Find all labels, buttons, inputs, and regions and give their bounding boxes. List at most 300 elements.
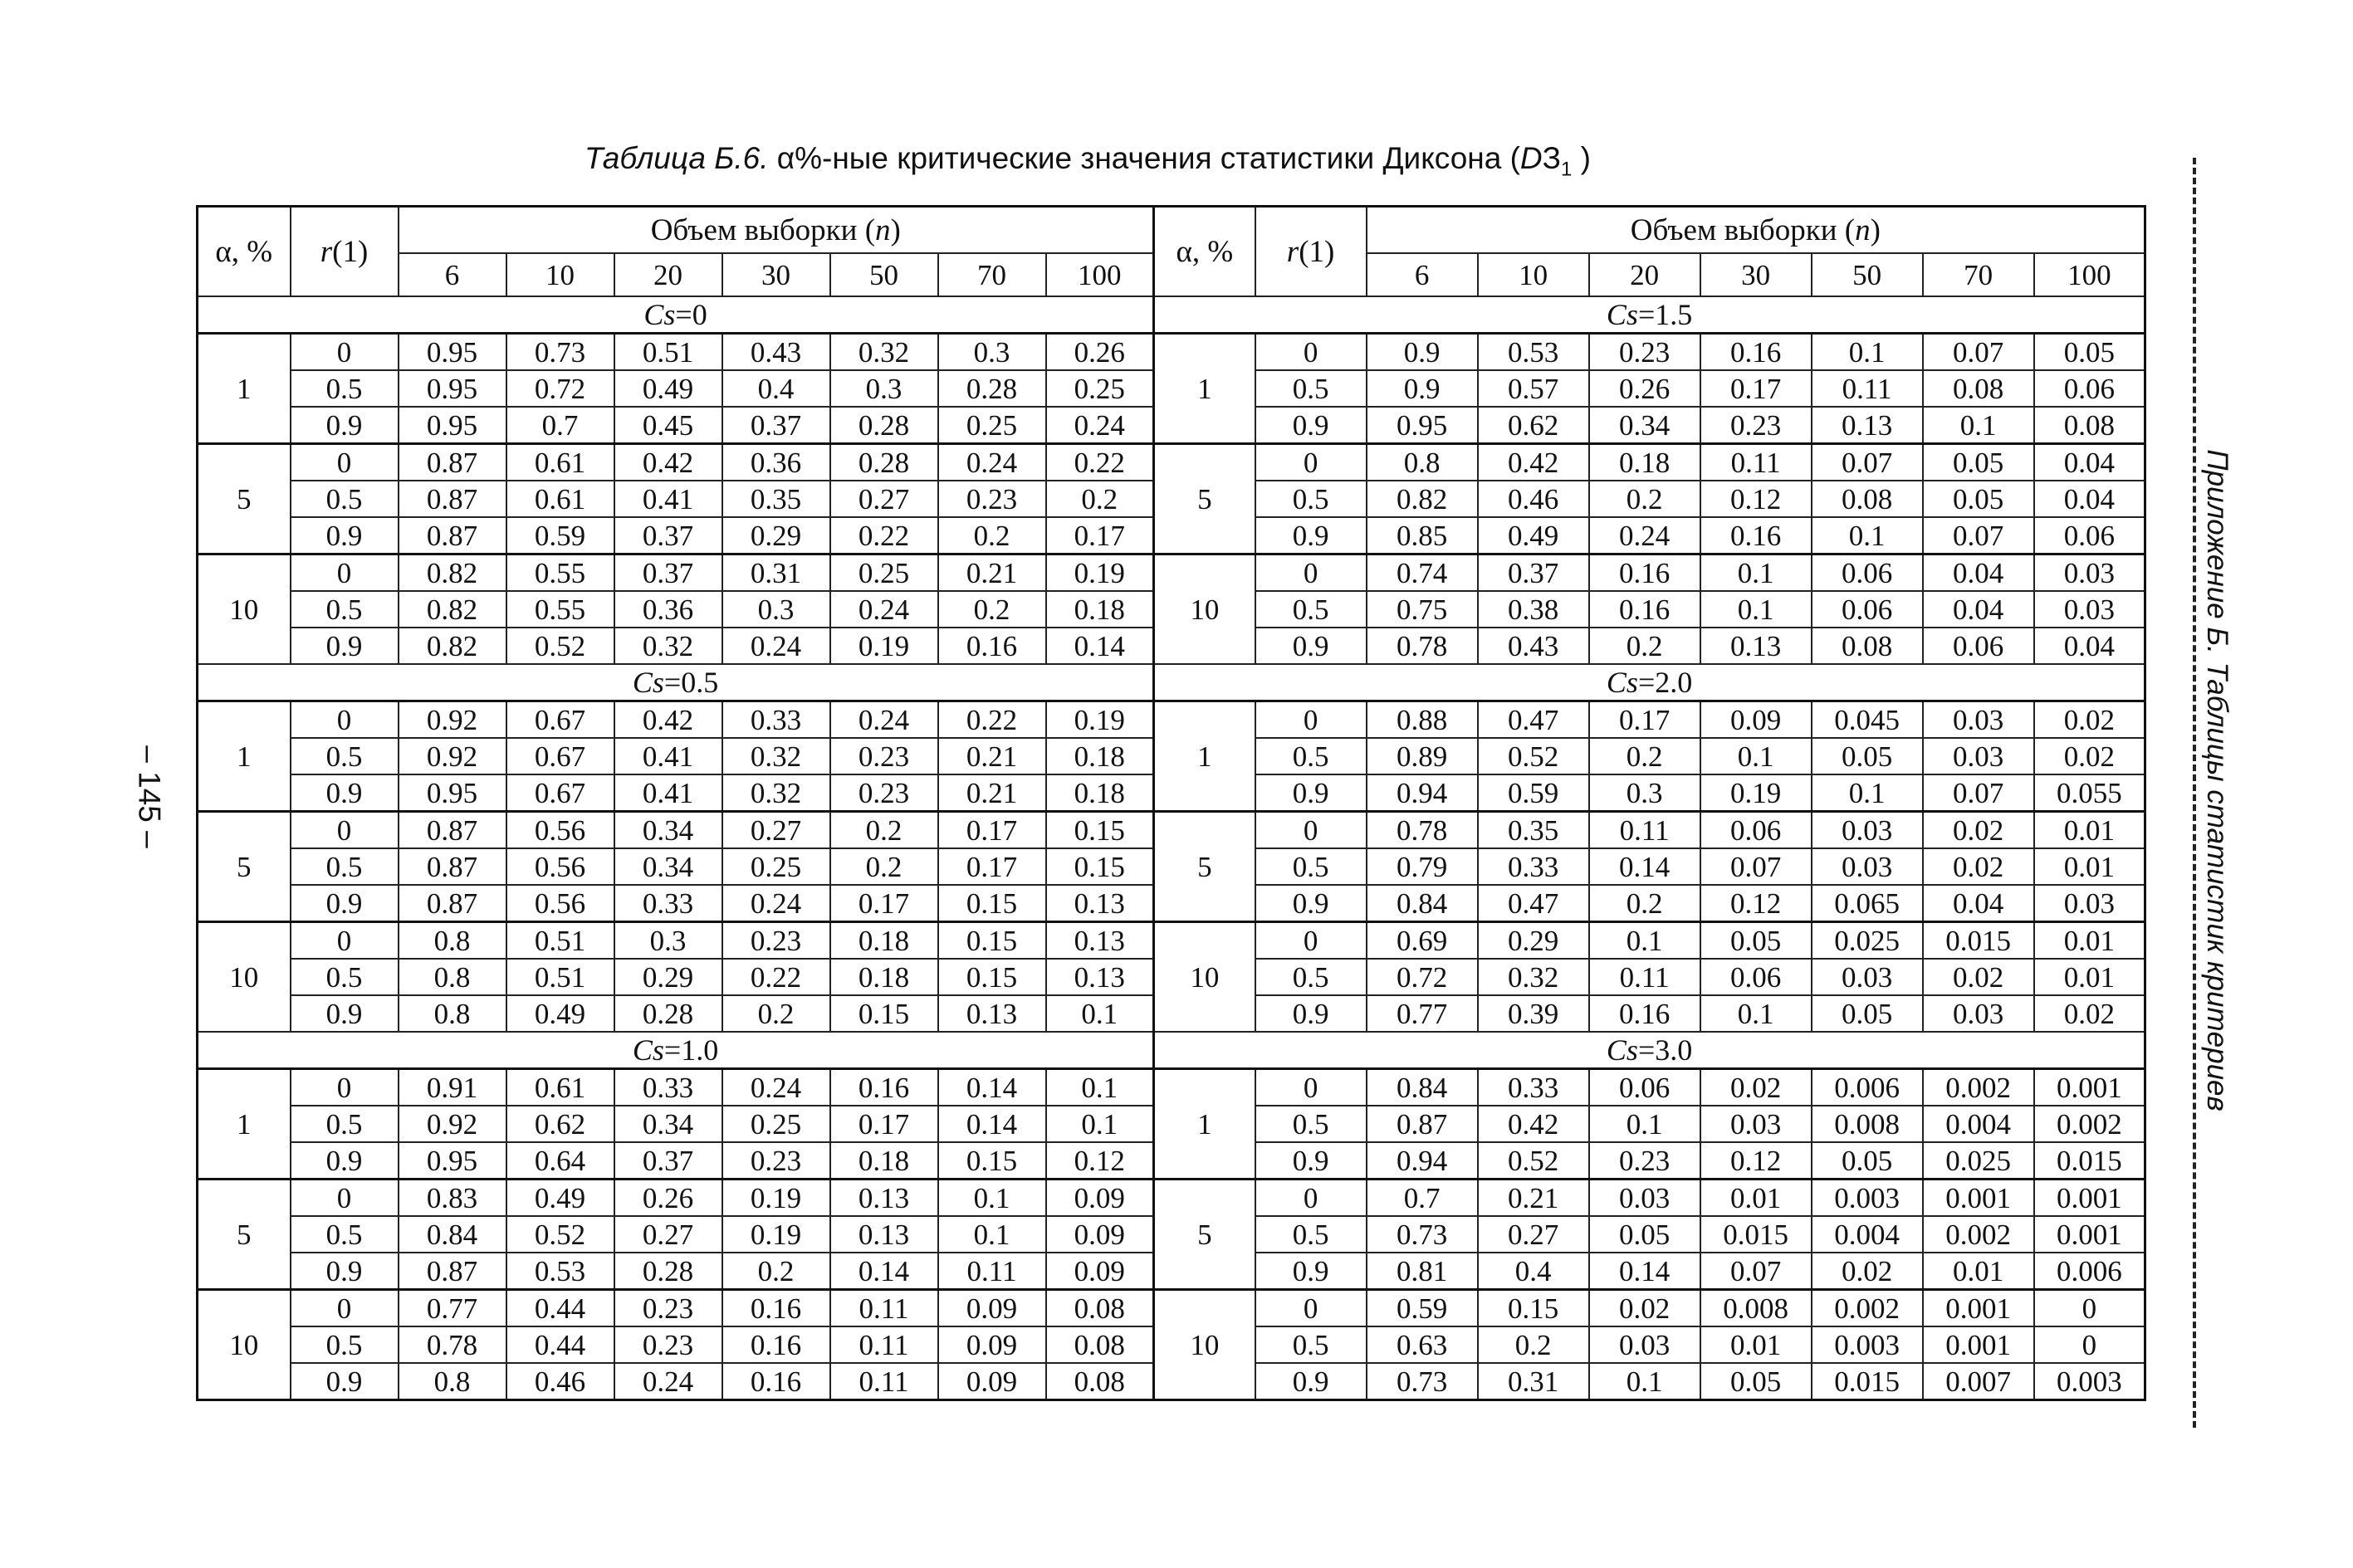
left-critical-value: 0.36: [722, 444, 830, 481]
right-critical-value: 0.02: [2034, 995, 2145, 1032]
left-critical-value: 0.27: [830, 481, 938, 517]
left-critical-value: 0.18: [830, 959, 938, 995]
left-r-value: 0.9: [291, 1363, 399, 1400]
left-r-value: 0.9: [291, 628, 399, 664]
left-r-value: 0.5: [291, 959, 399, 995]
left-critical-value: 0.3: [830, 370, 938, 407]
right-critical-value: 0.003: [2034, 1363, 2145, 1400]
right-critical-value: 0.07: [1700, 848, 1812, 885]
left-critical-value: 0.1: [938, 1216, 1046, 1253]
left-critical-value: 0.95: [399, 370, 506, 407]
right-critical-value: 0.1: [1700, 738, 1812, 774]
left-critical-value: 0.33: [722, 701, 830, 739]
right-r-value: 0: [1255, 701, 1367, 739]
right-critical-value: 0.05: [1923, 481, 2034, 517]
right-critical-value: 0.004: [1923, 1106, 2034, 1142]
right-critical-value: 0.15: [1478, 1290, 1589, 1327]
left-critical-value: 0.37: [614, 554, 722, 592]
left-alpha-value: 10: [198, 554, 291, 665]
right-critical-value: 0.14: [1589, 848, 1700, 885]
left-critical-value: 0.18: [830, 1142, 938, 1180]
left-critical-value: 0.19: [722, 1216, 830, 1253]
right-critical-value: 0.72: [1367, 959, 1478, 995]
right-critical-value: 0.05: [1923, 444, 2034, 481]
right-critical-value: 0.002: [2034, 1106, 2145, 1142]
right-critical-value: 0.11: [1589, 959, 1700, 995]
left-critical-value: 0.23: [722, 922, 830, 960]
right-critical-value: 0.01: [1700, 1326, 1812, 1363]
left-critical-value: 0.67: [506, 738, 614, 774]
right-critical-value: 0.1: [1589, 1363, 1700, 1400]
left-critical-value: 0.33: [614, 885, 722, 922]
table-row: [198, 812, 2145, 849]
left-critical-value: 0.24: [830, 591, 938, 628]
right-n-header-20: 20: [1589, 253, 1700, 296]
right-critical-value: 0: [2034, 1290, 2145, 1327]
right-critical-value: 0.03: [1812, 812, 1923, 849]
left-critical-value: 0.11: [830, 1326, 938, 1363]
left-critical-value: 0.15: [1046, 812, 1154, 849]
right-critical-value: 0.32: [1478, 959, 1589, 995]
left-critical-value: 0.8: [399, 959, 506, 995]
left-alpha-header: α, %: [198, 207, 291, 297]
right-critical-value: 0.34: [1589, 407, 1700, 444]
right-alpha-value: 10: [1154, 922, 1255, 1033]
left-critical-value: 0.24: [722, 628, 830, 664]
right-critical-value: 0.42: [1478, 444, 1589, 481]
left-critical-value: 0.2: [1046, 481, 1154, 517]
left-critical-value: 0.08: [1046, 1326, 1154, 1363]
left-critical-value: 0.61: [506, 1069, 614, 1106]
left-critical-value: 0.28: [614, 995, 722, 1032]
right-r-value: 0: [1255, 334, 1367, 371]
left-critical-value: 0.13: [1046, 959, 1154, 995]
left-critical-value: 0.83: [399, 1180, 506, 1217]
right-critical-value: 0.73: [1367, 1216, 1478, 1253]
right-critical-value: 0.1: [1700, 995, 1812, 1032]
left-critical-value: 0.32: [722, 774, 830, 812]
left-critical-value: 0.56: [506, 885, 614, 922]
right-critical-value: 0.03: [1589, 1326, 1700, 1363]
right-critical-value: 0.03: [1589, 1180, 1700, 1217]
left-critical-value: 0.25: [1046, 370, 1154, 407]
right-critical-value: 0.33: [1478, 848, 1589, 885]
left-critical-value: 0.28: [830, 407, 938, 444]
right-alpha-value: 1: [1154, 701, 1255, 812]
page-number: [116, 747, 183, 847]
right-critical-value: 0.17: [1700, 370, 1812, 407]
right-critical-value: 0.9: [1367, 370, 1478, 407]
right-critical-value: 0.015: [1812, 1363, 1923, 1400]
left-critical-value: 0.73: [506, 334, 614, 371]
right-critical-value: 0.11: [1589, 812, 1700, 849]
right-critical-value: 0.12: [1700, 481, 1812, 517]
left-critical-value: 0.09: [938, 1326, 1046, 1363]
left-critical-value: 0.19: [1046, 701, 1154, 739]
left-critical-value: 0.17: [830, 1106, 938, 1142]
left-r-value: 0: [291, 554, 399, 592]
right-critical-value: 0.03: [1923, 701, 2034, 739]
right-critical-value: 0.007: [1923, 1363, 2034, 1400]
left-critical-value: 0.22: [1046, 444, 1154, 481]
left-critical-value: 0.34: [614, 1106, 722, 1142]
right-r-value: 0.5: [1255, 1216, 1367, 1253]
right-critical-value: 0.75: [1367, 591, 1478, 628]
right-critical-value: 0.02: [1812, 1253, 1923, 1290]
left-critical-value: 0.92: [399, 701, 506, 739]
right-critical-value: 0.04: [1923, 554, 2034, 592]
table-caption: [0, 141, 2175, 181]
left-critical-value: 0.08: [1046, 1290, 1154, 1327]
left-critical-value: 0.15: [938, 922, 1046, 960]
left-critical-value: 0.13: [830, 1216, 938, 1253]
right-critical-value: 0.9: [1367, 334, 1478, 371]
table-row: [198, 1290, 2145, 1327]
right-critical-value: 0.11: [1812, 370, 1923, 407]
section-title-row: [198, 1032, 2145, 1069]
right-critical-value: 0.84: [1367, 885, 1478, 922]
left-critical-value: 0.21: [938, 738, 1046, 774]
right-critical-value: 0.05: [1812, 1142, 1923, 1180]
right-critical-value: 0.16: [1589, 995, 1700, 1032]
left-critical-value: 0.09: [938, 1290, 1046, 1327]
right-alpha-value: 5: [1154, 812, 1255, 922]
right-r-value: 0: [1255, 1290, 1367, 1327]
right-r-value: 0.9: [1255, 407, 1367, 444]
left-critical-value: 0.09: [1046, 1180, 1154, 1217]
left-critical-value: 0.28: [938, 370, 1046, 407]
right-critical-value: 0: [2034, 1326, 2145, 1363]
running-head: [2184, 449, 2250, 1111]
left-critical-value: 0.32: [830, 334, 938, 371]
left-sample-size-header: Объем выборки (n): [399, 207, 1154, 254]
right-critical-value: 0.09: [1700, 701, 1812, 739]
left-n-header-50: 50: [830, 253, 938, 296]
right-critical-value: 0.1: [1812, 517, 1923, 554]
right-critical-value: 0.06: [1589, 1069, 1700, 1106]
right-critical-value: 0.05: [1700, 922, 1812, 960]
right-critical-value: 0.025: [1812, 922, 1923, 960]
right-critical-value: 0.02: [2034, 701, 2145, 739]
right-critical-value: 0.055: [2034, 774, 2145, 812]
right-critical-value: 0.77: [1367, 995, 1478, 1032]
left-critical-value: 0.45: [614, 407, 722, 444]
right-n-header-50: 50: [1812, 253, 1923, 296]
right-critical-value: 0.07: [1923, 334, 2034, 371]
right-critical-value: 0.46: [1478, 481, 1589, 517]
right-critical-value: 0.03: [1923, 995, 2034, 1032]
right-critical-value: 0.03: [1812, 959, 1923, 995]
right-critical-value: 0.74: [1367, 554, 1478, 592]
left-critical-value: 0.8: [399, 922, 506, 960]
right-critical-value: 0.94: [1367, 1142, 1478, 1180]
right-critical-value: 0.8: [1367, 444, 1478, 481]
right-critical-value: 0.82: [1367, 481, 1478, 517]
left-critical-value: 0.14: [830, 1253, 938, 1290]
left-alpha-value: 1: [198, 334, 291, 444]
right-r-value: 0.9: [1255, 628, 1367, 664]
left-critical-value: 0.18: [1046, 774, 1154, 812]
left-critical-value: 0.22: [830, 517, 938, 554]
section-title-left: Cs=0: [198, 296, 1154, 334]
right-critical-value: 0.07: [1812, 444, 1923, 481]
right-critical-value: 0.01: [2034, 959, 2145, 995]
right-critical-value: 0.06: [1812, 591, 1923, 628]
right-n-header-70: 70: [1923, 253, 2034, 296]
section-title-right: Cs=2.0: [1154, 664, 2145, 701]
left-critical-value: 0.42: [614, 444, 722, 481]
right-critical-value: 0.1: [1812, 774, 1923, 812]
right-critical-value: 0.1: [1700, 554, 1812, 592]
left-critical-value: 0.61: [506, 444, 614, 481]
left-critical-value: 0.12: [1046, 1142, 1154, 1180]
dixon-critical-values-table: [196, 205, 2146, 1401]
left-critical-value: 0.21: [938, 554, 1046, 592]
left-r-value: 0.5: [291, 1106, 399, 1142]
left-critical-value: 0.09: [1046, 1216, 1154, 1253]
left-critical-value: 0.51: [506, 959, 614, 995]
right-sample-size-header: Объем выборки (n): [1367, 207, 2145, 254]
right-critical-value: 0.06: [1923, 628, 2034, 664]
left-alpha-value: 5: [198, 444, 291, 554]
left-critical-value: 0.14: [1046, 628, 1154, 664]
right-r-value: 0.5: [1255, 481, 1367, 517]
left-critical-value: 0.4: [722, 370, 830, 407]
left-critical-value: 0.55: [506, 591, 614, 628]
right-critical-value: 0.02: [2034, 738, 2145, 774]
right-critical-value: 0.05: [1812, 995, 1923, 1032]
left-n-header-100: 100: [1046, 253, 1154, 296]
right-critical-value: 0.001: [2034, 1216, 2145, 1253]
left-r-value: 0.9: [291, 1142, 399, 1180]
right-critical-value: 0.16: [1589, 554, 1700, 592]
left-critical-value: 0.82: [399, 554, 506, 592]
caption-stat-var: D: [1519, 141, 1543, 175]
right-critical-value: 0.03: [2034, 591, 2145, 628]
right-critical-value: 0.008: [1812, 1106, 1923, 1142]
right-critical-value: 0.04: [2034, 481, 2145, 517]
left-critical-value: 0.25: [938, 407, 1046, 444]
left-alpha-value: 10: [198, 1290, 291, 1400]
left-r-value: 0: [291, 1180, 399, 1217]
left-critical-value: 0.17: [938, 848, 1046, 885]
right-critical-value: 0.04: [2034, 628, 2145, 664]
right-critical-value: 0.19: [1700, 774, 1812, 812]
right-critical-value: 0.47: [1478, 701, 1589, 739]
section-title-row: [198, 664, 2145, 701]
left-critical-value: 0.22: [938, 701, 1046, 739]
right-critical-value: 0.01: [2034, 848, 2145, 885]
left-critical-value: 0.19: [830, 628, 938, 664]
left-alpha-value: 5: [198, 812, 291, 922]
left-critical-value: 0.24: [938, 444, 1046, 481]
right-critical-value: 0.23: [1700, 407, 1812, 444]
left-critical-value: 0.26: [614, 1180, 722, 1217]
right-critical-value: 0.62: [1478, 407, 1589, 444]
right-r-value: 0: [1255, 1069, 1367, 1106]
right-critical-value: 0.001: [2034, 1180, 2145, 1217]
right-n-header-100: 100: [2034, 253, 2145, 296]
right-r-value: 0.9: [1255, 1253, 1367, 1290]
table-row: [198, 444, 2145, 481]
right-critical-value: 0.1: [1700, 591, 1812, 628]
right-critical-value: 0.78: [1367, 812, 1478, 849]
left-critical-value: 0.23: [722, 1142, 830, 1180]
right-critical-value: 0.59: [1478, 774, 1589, 812]
left-critical-value: 0.34: [614, 812, 722, 849]
left-critical-value: 0.25: [722, 848, 830, 885]
left-r-value: 0.5: [291, 481, 399, 517]
left-critical-value: 0.17: [830, 885, 938, 922]
left-critical-value: 0.56: [506, 812, 614, 849]
right-alpha-value: 10: [1154, 1290, 1255, 1400]
right-critical-value: 0.02: [1700, 1069, 1812, 1106]
left-critical-value: 0.15: [938, 959, 1046, 995]
left-critical-value: 0.27: [722, 812, 830, 849]
right-critical-value: 0.006: [1812, 1069, 1923, 1106]
left-critical-value: 0.16: [722, 1290, 830, 1327]
right-critical-value: 0.006: [2034, 1253, 2145, 1290]
left-critical-value: 0.2: [938, 591, 1046, 628]
right-critical-value: 0.1: [1589, 1106, 1700, 1142]
right-critical-value: 0.001: [2034, 1069, 2145, 1106]
left-critical-value: 0.51: [506, 922, 614, 960]
left-critical-value: 0.33: [614, 1069, 722, 1106]
left-critical-value: 0.91: [399, 1069, 506, 1106]
caption-stat-base: З: [1542, 141, 1561, 175]
caption-prefix: Таблица Б.6.: [585, 141, 769, 175]
right-r-value: 0.9: [1255, 885, 1367, 922]
right-critical-value: 0.05: [1589, 1216, 1700, 1253]
right-critical-value: 0.01: [1700, 1180, 1812, 1217]
left-n-header-10: 10: [506, 253, 614, 296]
left-critical-value: 0.95: [399, 334, 506, 371]
left-critical-value: 0.87: [399, 812, 506, 849]
left-critical-value: 0.1: [938, 1180, 1046, 1217]
right-critical-value: 0.21: [1478, 1180, 1589, 1217]
left-critical-value: 0.13: [1046, 922, 1154, 960]
right-alpha-value: 5: [1154, 444, 1255, 554]
right-critical-value: 0.008: [1700, 1290, 1812, 1327]
right-critical-value: 0.2: [1589, 628, 1700, 664]
right-critical-value: 0.4: [1478, 1253, 1589, 1290]
right-critical-value: 0.04: [1923, 591, 2034, 628]
right-r-value: 0.9: [1255, 1142, 1367, 1180]
right-r-value: 0.5: [1255, 370, 1367, 407]
right-alpha-header: α, %: [1154, 207, 1255, 297]
right-critical-value: 0.2: [1589, 481, 1700, 517]
right-critical-value: 0.13: [1812, 407, 1923, 444]
right-r-value: 0.9: [1255, 517, 1367, 554]
left-critical-value: 0.15: [938, 1142, 1046, 1180]
right-critical-value: 0.03: [2034, 554, 2145, 592]
left-critical-value: 0.41: [614, 481, 722, 517]
left-critical-value: 0.2: [722, 995, 830, 1032]
right-critical-value: 0.08: [2034, 407, 2145, 444]
table-row: [198, 554, 2145, 592]
right-critical-value: 0.07: [1923, 774, 2034, 812]
right-critical-value: 0.12: [1700, 1142, 1812, 1180]
right-critical-value: 0.01: [1923, 1253, 2034, 1290]
left-critical-value: 0.2: [830, 848, 938, 885]
left-critical-value: 0.17: [938, 812, 1046, 849]
left-critical-value: 0.95: [399, 407, 506, 444]
right-critical-value: 0.07: [1923, 517, 2034, 554]
left-critical-value: 0.2: [722, 1253, 830, 1290]
right-critical-value: 0.02: [1589, 1290, 1700, 1327]
right-critical-value: 0.06: [2034, 370, 2145, 407]
right-critical-value: 0.08: [1923, 370, 2034, 407]
left-alpha-value: 1: [198, 1069, 291, 1180]
right-critical-value: 0.05: [2034, 334, 2145, 371]
right-r-header: r(1): [1255, 207, 1367, 297]
left-critical-value: 0.16: [722, 1326, 830, 1363]
right-critical-value: 0.87: [1367, 1106, 1478, 1142]
section-title-right: Cs=3.0: [1154, 1032, 2145, 1069]
left-critical-value: 0.31: [722, 554, 830, 592]
left-r-value: 0.5: [291, 848, 399, 885]
left-critical-value: 0.41: [614, 738, 722, 774]
right-critical-value: 0.03: [1923, 738, 2034, 774]
left-critical-value: 0.15: [830, 995, 938, 1032]
right-critical-value: 0.26: [1589, 370, 1700, 407]
section-title-left: Cs=0.5: [198, 664, 1154, 701]
right-critical-value: 0.025: [1923, 1142, 2034, 1180]
right-critical-value: 0.002: [1923, 1069, 2034, 1106]
right-critical-value: 0.06: [2034, 517, 2145, 554]
right-critical-value: 0.59: [1367, 1290, 1478, 1327]
right-critical-value: 0.7: [1367, 1180, 1478, 1217]
left-critical-value: 0.09: [1046, 1253, 1154, 1290]
right-r-value: 0: [1255, 444, 1367, 481]
left-critical-value: 0.52: [506, 628, 614, 664]
left-r-value: 0: [291, 444, 399, 481]
left-alpha-value: 5: [198, 1180, 291, 1290]
right-r-value: 0.9: [1255, 774, 1367, 812]
right-r-value: 0.5: [1255, 591, 1367, 628]
left-r-value: 0.5: [291, 591, 399, 628]
left-r-value: 0: [291, 1069, 399, 1106]
left-critical-value: 0.13: [1046, 885, 1154, 922]
left-critical-value: 0.18: [1046, 591, 1154, 628]
right-critical-value: 0.2: [1478, 1326, 1589, 1363]
left-critical-value: 0.1: [1046, 1069, 1154, 1106]
right-critical-value: 0.07: [1700, 1253, 1812, 1290]
left-critical-value: 0.3: [722, 591, 830, 628]
left-critical-value: 0.19: [1046, 554, 1154, 592]
left-critical-value: 0.95: [399, 1142, 506, 1180]
right-critical-value: 0.29: [1478, 922, 1589, 960]
left-critical-value: 0.25: [830, 554, 938, 592]
left-critical-value: 0.92: [399, 1106, 506, 1142]
left-critical-value: 0.13: [830, 1180, 938, 1217]
left-r-value: 0: [291, 1290, 399, 1327]
right-critical-value: 0.065: [1812, 885, 1923, 922]
right-r-value: 0.5: [1255, 1326, 1367, 1363]
right-critical-value: 0.12: [1700, 885, 1812, 922]
right-critical-value: 0.23: [1589, 334, 1700, 371]
left-r-value: 0: [291, 922, 399, 960]
right-critical-value: 0.06: [1700, 812, 1812, 849]
table-row: [198, 1180, 2145, 1217]
left-critical-value: 0.64: [506, 1142, 614, 1180]
left-critical-value: 0.29: [722, 517, 830, 554]
left-critical-value: 0.72: [506, 370, 614, 407]
left-critical-value: 0.14: [938, 1069, 1046, 1106]
right-r-value: 0.5: [1255, 1106, 1367, 1142]
right-critical-value: 0.39: [1478, 995, 1589, 1032]
left-critical-value: 0.49: [614, 370, 722, 407]
